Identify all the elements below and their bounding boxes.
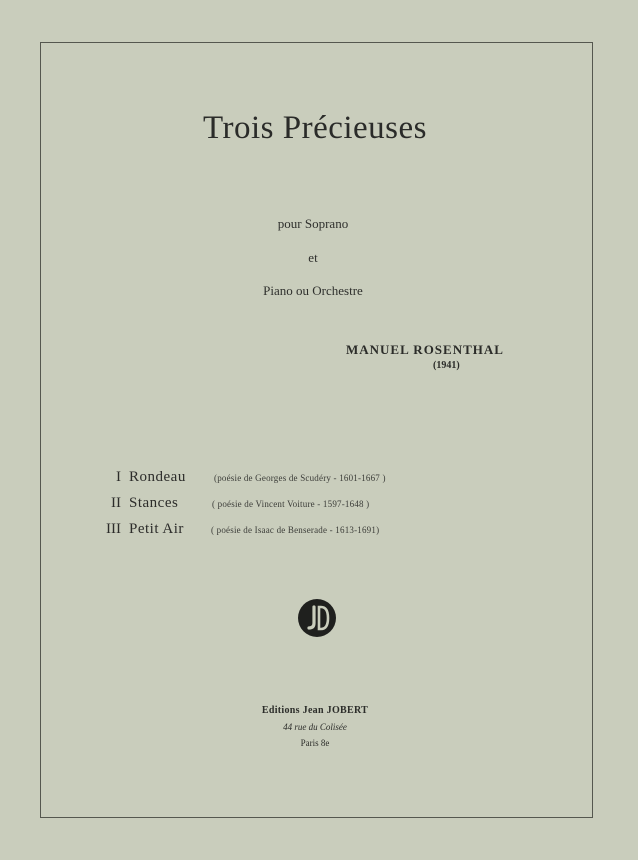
movement-item: [0, 521, 638, 541]
movement-number: II: [111, 495, 121, 511]
movement-poet: ( poésie de Vincent Voiture - 1597-1648 ): [212, 499, 370, 509]
work-title: Trois Précieuses: [202, 110, 428, 146]
movement-item: [0, 469, 638, 489]
page-frame: [40, 42, 593, 818]
movement-title: Rondeau: [129, 469, 186, 485]
instrumentation-line: Piano ou Orchestre: [263, 283, 363, 298]
movement-number: I: [116, 469, 121, 485]
movement-title: Stances: [129, 495, 179, 511]
composition-year: (1941): [433, 360, 460, 371]
movement-item: [0, 495, 638, 515]
publisher-city: Paris 8e: [300, 738, 330, 748]
jobert-logo-icon: [297, 598, 337, 638]
movement-number: III: [106, 521, 121, 537]
movement-title: Petit Air: [129, 521, 184, 537]
movement-poet: (poésie de Georges de Scudéry - 1601-1667 ): [214, 473, 386, 483]
composer-name: MANUEL ROSENTHAL: [346, 342, 504, 357]
voice-line: pour Soprano: [277, 216, 349, 231]
movement-poet: ( poésie de Isaac de Benserade - 1613-1691): [211, 525, 380, 535]
conjunction-line: et: [308, 250, 318, 265]
publisher-name: Editions Jean JOBERT: [261, 705, 369, 716]
publisher-address: 44 rue du Colisée: [283, 722, 347, 732]
